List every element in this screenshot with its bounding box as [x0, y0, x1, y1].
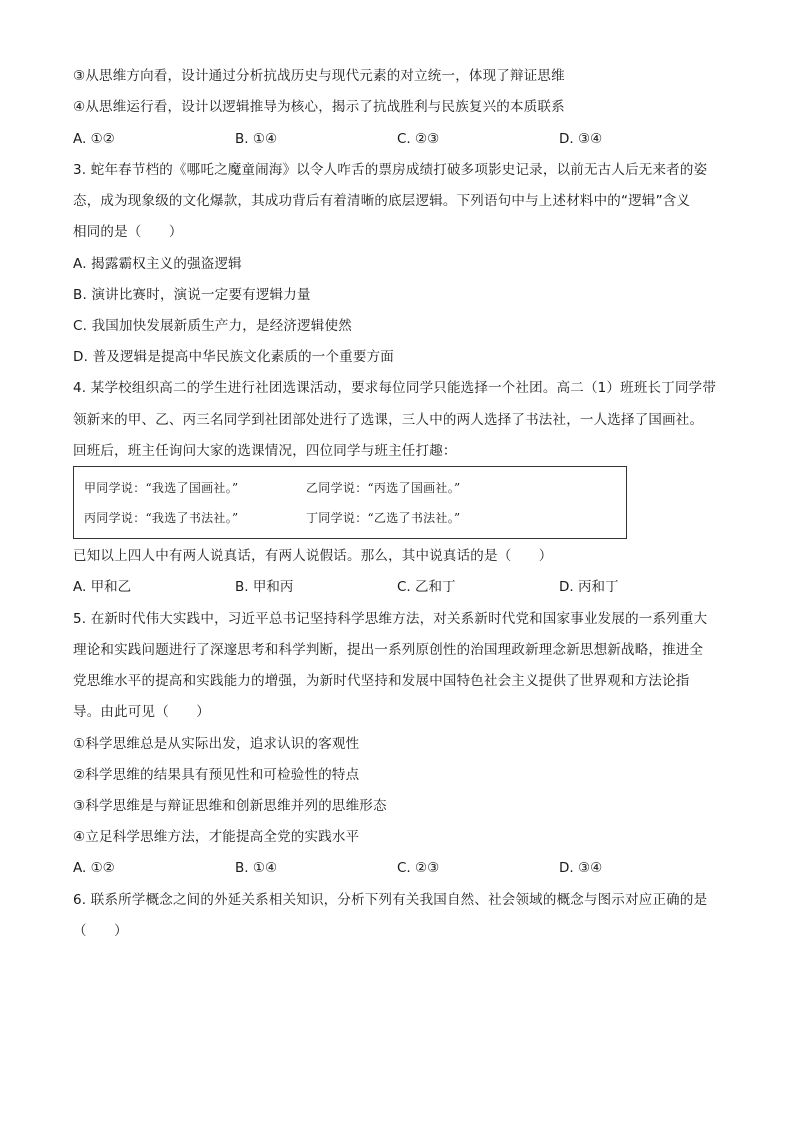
- q2-options: [73, 129, 713, 149]
- q4-option-b: B. 甲和丙: [235, 579, 294, 595]
- q5-statement-3: ③科学思维是与辩证思维和创新思维并列的思维形态: [73, 798, 387, 814]
- q2-statement-3: ③从思维方向看，设计通过分析抗战历史与现代元素的对立统一，体现了辩证思维: [73, 68, 565, 84]
- q2-statement-4: ④从思维运行看，设计以逻辑推导为核心，揭示了抗战胜利与民族复兴的本质联系: [73, 99, 565, 115]
- q5-options: [73, 858, 713, 878]
- q4-option-d: D. 丙和丁: [559, 579, 619, 595]
- q2-option-b: B. ①④: [235, 131, 278, 147]
- q4-dialog-jia: 甲同学说：“我选了国画社。”: [84, 481, 239, 495]
- q4-dialog-box: [73, 466, 627, 539]
- q5-stem-line-3: 党思维水平的提高和实践能力的增强，为新时代坚持和发展中国特色社会主义提供了世界观和方法论指: [73, 673, 690, 689]
- q3-stem-line-1: 3. 蛇年春节档的《哪吒之魔童闹海》以令人咋舌的票房成绩打破多项影史记录，以前无古人后无来者的姿: [73, 162, 708, 178]
- q5-stem-line-2: 理论和实践问题进行了深邃思考和科学判断，提出一系列原创性的治国理政新理念新思想新战略，推进全: [73, 642, 704, 658]
- q2-option-c: C. ②③: [397, 131, 440, 147]
- q4-dialog-ding: 丁同学说：“乙选了书法社。”: [306, 511, 461, 525]
- q4-stem-line-1: 4. 某学校组织高二的学生进行社团选课活动，要求每位同学只能选择一个社团。高二（1）班班长丁同学带: [73, 380, 717, 396]
- q5-statement-2: ②科学思维的结果具有预见性和可检验性的特点: [73, 767, 360, 783]
- q4-stem-line-2: 领新来的甲、乙、丙三名同学到社团部处进行了选课，三人中的两人选择了书法社，一人选择了国画社。: [73, 412, 704, 428]
- q3-stem-line-3: 相同的是（ ）: [73, 224, 183, 240]
- q5-option-a: A. ①②: [73, 860, 115, 876]
- q6-stem-line-2: （ ）: [73, 923, 128, 939]
- q6-stem-line-1: 6. 联系所学概念之间的外延关系相关知识，分析下列有关我国自然、社会领域的概念与图示对应正确的是: [73, 892, 708, 908]
- q5-option-d: D. ③④: [559, 860, 603, 876]
- q4-dialog-bing: 丙同学说：“我选了书法社。”: [84, 511, 239, 525]
- q5-option-b: B. ①④: [235, 860, 278, 876]
- q3-option-d: D. 普及逻辑是提高中华民族文化素质的一个重要方面: [73, 349, 394, 365]
- q5-stem-line-1: 5. 在新时代伟大实践中，习近平总书记坚持科学思维方法，对关系新时代党和国家事业发展的一系列重大: [73, 611, 708, 627]
- q4-dialog-yi: 乙同学说：“丙选了国画社。”: [306, 481, 461, 495]
- q2-option-a: A. ①②: [73, 131, 115, 147]
- q3-option-a: A. 揭露霸权主义的强盗逻辑: [73, 256, 242, 272]
- q4-option-c: C. 乙和丁: [397, 579, 456, 595]
- q4-stem-line-4: 已知以上四人中有两人说真话，有两人说假话。那么，其中说真话的是（ ）: [73, 548, 553, 564]
- q5-statement-1: ①科学思维总是从实际出发，追求认识的客观性: [73, 736, 360, 752]
- q4-stem-line-3: 回班后，班主任询问大家的选课情况，四位同学与班主任打趣：: [73, 443, 457, 459]
- q4-option-a: A. 甲和乙: [73, 579, 132, 595]
- q3-option-b: B. 演讲比赛时，演说一定要有逻辑力量: [73, 287, 311, 303]
- q5-stem-line-4: 导。由此可见（ ）: [73, 704, 210, 720]
- q5-option-c: C. ②③: [397, 860, 440, 876]
- q3-stem-line-2: 态，成为现象级的文化爆款，其成功背后有着清晰的底层逻辑。下列语句中与上述材料中的“逻辑”含义: [73, 193, 691, 209]
- q2-option-d: D. ③④: [559, 131, 603, 147]
- q3-option-c: C. 我国加快发展新质生产力，是经济逻辑使然: [73, 318, 352, 334]
- q5-statement-4: ④立足科学思维方法，才能提高全党的实践水平: [73, 829, 360, 845]
- q4-options: [73, 577, 713, 597]
